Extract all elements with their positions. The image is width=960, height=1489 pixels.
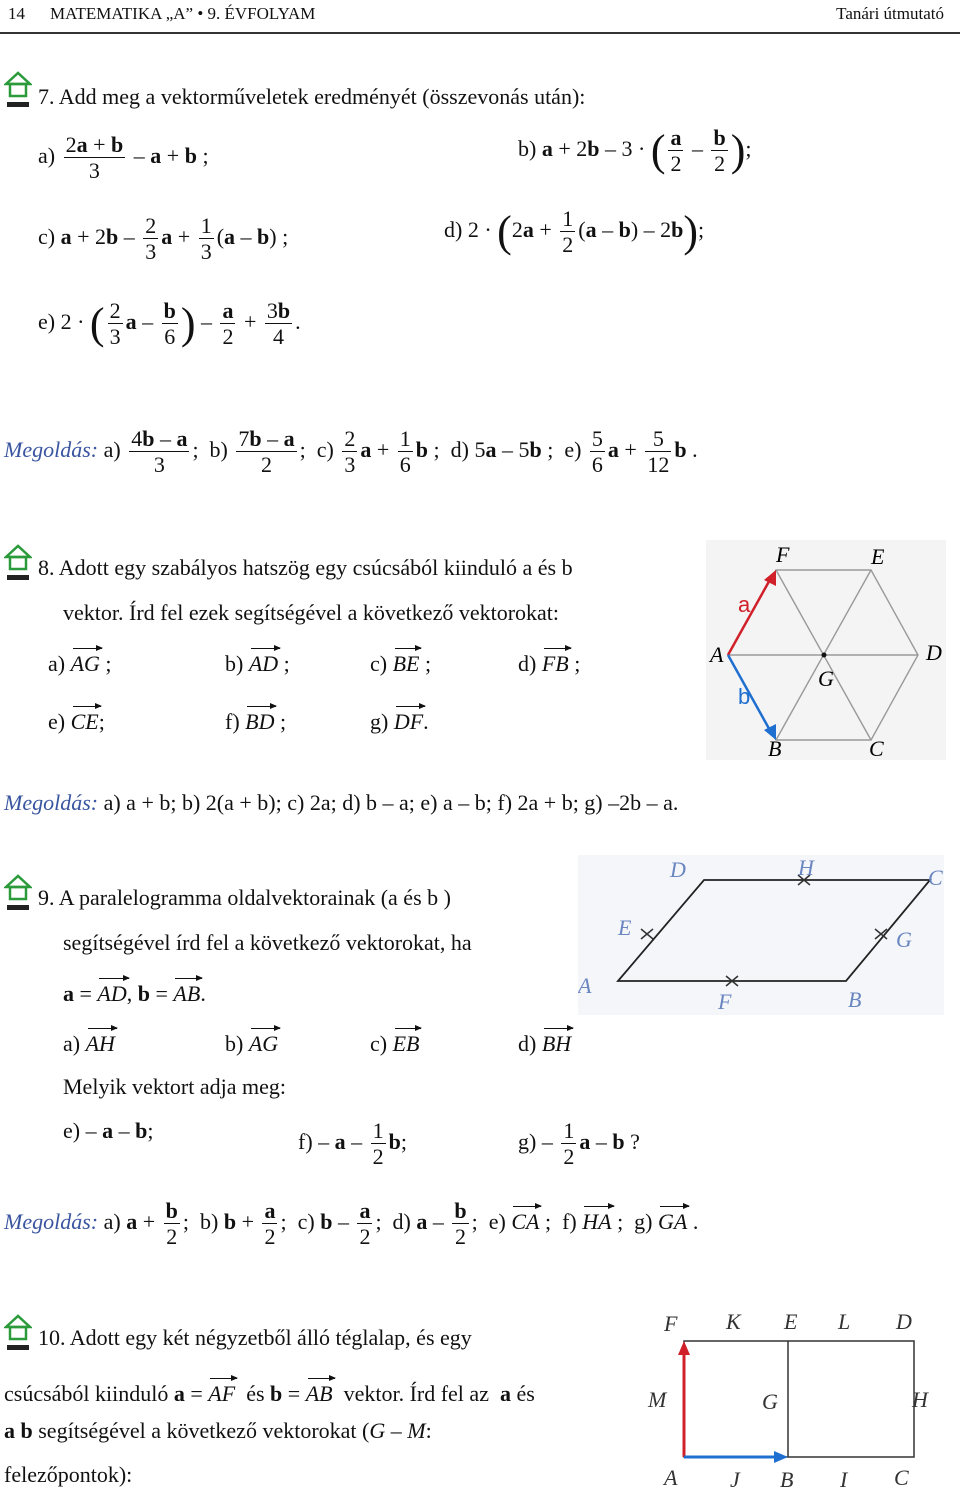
ex10-line3: a b segítségével a következő vektorokat (G – M:	[4, 1418, 432, 1443]
ex9-line2: segítségével írd fel a következő vektorokat, ha	[63, 930, 472, 955]
svg-text:D: D	[896, 1309, 912, 1334]
ex9-item-b: b) AG	[225, 1025, 278, 1057]
ex10-line2: csúcsából kiinduló a = AF és b = AB vektor. Írd fel az a és	[4, 1375, 535, 1407]
svg-text:A: A	[710, 642, 724, 667]
svg-text:D: D	[926, 640, 942, 665]
svg-text:F: F	[664, 1311, 678, 1336]
home-icon	[4, 873, 32, 913]
ex8-item-d: d) FB ;	[518, 645, 580, 677]
ex7-e: e) 2 · ( $\frac{2}{3}$ a – $\frac{b}{6}$ ) – $\frac{a}{2}$ + $\frac{3b}{4}$ .	[38, 298, 301, 350]
svg-text:H: H	[912, 1387, 928, 1412]
svg-text:F: F	[776, 542, 790, 567]
ex8-line1: 8. Adott egy szabályos hatszög egy csúcsából kiinduló a és b	[38, 555, 573, 580]
ex8-solution: Megoldás: a) a + b; b) 2(a + b); c) 2a; d) b – a; e) a – b; f) 2a + b; g) –2b – a.	[4, 790, 679, 815]
ex7-c: c) a + 2b – $\frac{2}{3}$ a + $\frac{1}{3}$ (a – b) ;	[38, 213, 289, 265]
page-number: 14	[8, 4, 25, 23]
ex8-item-f: f) BD ;	[225, 703, 286, 735]
ex7-title: 7. Add meg a vektorműveletek eredményét (összevonás után):	[38, 84, 586, 109]
solution-label: Megoldás:	[4, 436, 99, 462]
running-title: MATEMATIKA „A” • 9. ÉVFOLYAM	[50, 4, 316, 23]
svg-text:C: C	[894, 1465, 909, 1489]
svg-text:L: L	[838, 1309, 851, 1334]
svg-text:F: F	[718, 989, 732, 1014]
ex7-solution: Megoldás: a) $\frac{4b - a}{3}$ ; b) $\frac{7b - a}{2}$ ; c) $\frac{2}{3}$ a + $\frac{1}{6}$ b ; d) 5a – 5b ; e) $\frac{5}{6}$ a + $\frac{5}{12}$ b .	[4, 426, 698, 478]
svg-text:G: G	[896, 927, 912, 952]
ex9-item-a: a) AH	[63, 1025, 115, 1057]
ex9-g: g) – $\frac{1}{2}$ a – b ?	[518, 1118, 640, 1170]
svg-text:E: E	[618, 915, 632, 940]
ex8-item-b: b) AD ;	[225, 645, 290, 677]
svg-text:C: C	[928, 865, 943, 890]
ex9-line3: a = AD, b = AB.	[63, 975, 206, 1007]
home-icon	[4, 543, 32, 583]
svg-text:H: H	[798, 855, 814, 880]
ex7-b: b) a + 2b – 3 · ( $\frac{a}{2}$ – $\frac{b}{2}$ );	[518, 125, 752, 177]
ex7-d: d) 2 · (2a + $\frac{1}{2}$ (a – b) – 2b);	[444, 206, 705, 258]
ex9-line1: 9. A paralelogramma oldalvektorainak (a és b )	[38, 885, 451, 910]
home-icon	[4, 1313, 32, 1353]
svg-text:B: B	[848, 987, 862, 1012]
home-icon	[4, 70, 32, 110]
svg-text:A: A	[664, 1465, 678, 1489]
header-rule	[0, 32, 960, 34]
ex9-item-c: c) EB	[370, 1025, 419, 1057]
ex9-solution: Megoldás: a) a + $\frac{b}{2}$ ; b) b + $\frac{a}{2}$ ; c) b – $\frac{a}{2}$ ; d) a – $\frac{b}{2}$ ; e) CA ; f) HA ; g) GA .	[4, 1198, 699, 1250]
svg-text:E: E	[784, 1309, 798, 1334]
ex10-line4: felezőpontok):	[4, 1462, 133, 1487]
ex9-e: e) – a – b;	[63, 1118, 154, 1143]
svg-text:G: G	[762, 1389, 778, 1414]
svg-text:G: G	[818, 666, 834, 691]
ex9-f: f) – a – $\frac{1}{2}$ b;	[298, 1118, 408, 1170]
svg-text:b: b	[738, 684, 751, 709]
svg-text:a: a	[738, 592, 751, 617]
svg-text:J: J	[730, 1467, 740, 1489]
svg-text:I: I	[840, 1467, 848, 1489]
svg-text:A: A	[578, 973, 592, 998]
svg-text:M: M	[648, 1387, 667, 1412]
running-right: Tanári útmutató	[836, 4, 944, 23]
svg-text:B: B	[780, 1467, 794, 1489]
rectangle-figure	[646, 1305, 944, 1489]
ex8-item-e: e) CE;	[48, 703, 105, 735]
svg-text:B: B	[768, 736, 782, 760]
parallelogram-figure	[578, 855, 944, 1015]
svg-text:E: E	[871, 544, 885, 569]
ex10-line1: 10. Adott egy két négyzetből álló téglalap, és egy	[38, 1325, 472, 1350]
ex8-item-g: g) DF.	[370, 703, 429, 735]
ex9-question: Melyik vektort adja meg:	[63, 1074, 286, 1099]
ex8-item-c: c) BE ;	[370, 645, 431, 677]
ex8-line2: vektor. Írd fel ezek segítségével a következő vektorokat:	[63, 600, 560, 625]
svg-text:K: K	[726, 1309, 741, 1334]
ex8-item-a: a) AG ;	[48, 645, 112, 677]
hexagon-figure	[706, 540, 946, 760]
ex7-a: a) $\frac{2a + b}{3}$ – a + b ;	[38, 132, 209, 184]
ex9-item-d: d) BH	[518, 1025, 571, 1057]
svg-text:C: C	[869, 736, 884, 760]
svg-text:D: D	[670, 857, 686, 882]
